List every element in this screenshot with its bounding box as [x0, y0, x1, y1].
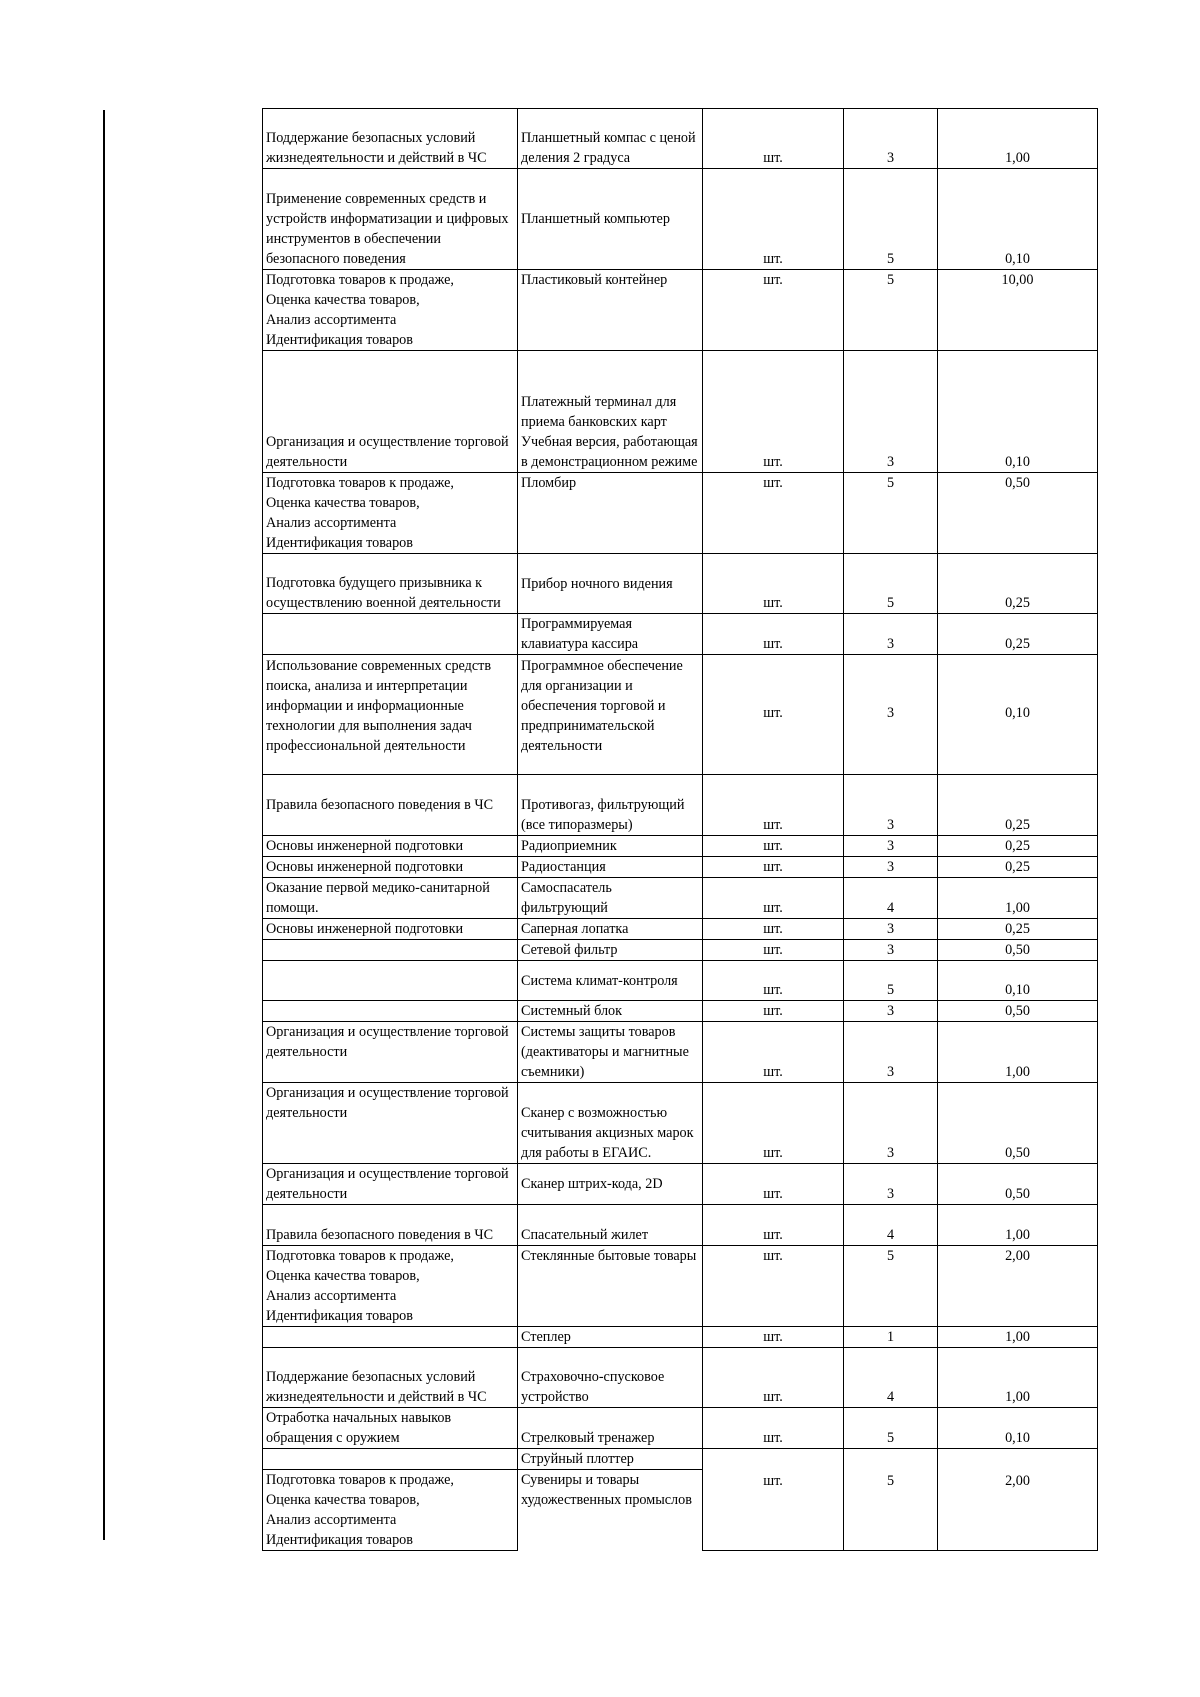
table-row [263, 1001, 1098, 1022]
table-row [263, 857, 1098, 878]
item-cell: Страховочно-спусковое устройство [518, 1348, 703, 1408]
coef-cell: 0,25 [938, 614, 1098, 655]
item-cell: Степлер [518, 1327, 703, 1348]
unit-cell: шт. [703, 857, 844, 878]
qty-cell: 3 [844, 1022, 938, 1083]
unit-cell: шт. [703, 614, 844, 655]
discipline-cell: Отработка начальных навыков обращения с оружием [263, 1408, 518, 1449]
discipline-cell: Подготовка товаров к продаже, Оценка качества товаров, Анализ ассортимента Идентификация товаров [263, 1470, 518, 1551]
item-cell: Радиоприемник [518, 836, 703, 857]
coef-cell: 0,50 [938, 1164, 1098, 1205]
qty-cell: 3 [844, 919, 938, 940]
qty-cell: 1 [844, 1327, 938, 1348]
coef-cell: 0,10 [938, 655, 1098, 775]
table-row [263, 1083, 1098, 1164]
unit-cell: шт. [703, 655, 844, 775]
qty-cell: 3 [844, 109, 938, 169]
discipline-cell [263, 1001, 518, 1022]
coef-cell: 0,50 [938, 940, 1098, 961]
table-row [263, 351, 1098, 473]
item-cell: Пластиковый контейнер [518, 270, 703, 351]
qty-cell: 5 [844, 270, 938, 351]
table-row [263, 169, 1098, 270]
item-cell: Сетевой фильтр [518, 940, 703, 961]
table-row [263, 775, 1098, 836]
item-cell: Стеклянные бытовые товары [518, 1246, 703, 1327]
qty-cell: 5 [844, 473, 938, 554]
qty-cell: 3 [844, 1083, 938, 1164]
unit-cell: шт. [703, 775, 844, 836]
coef-cell: 0,10 [938, 961, 1098, 1001]
discipline-cell: Основы инженерной подготовки [263, 836, 518, 857]
unit-cell: шт. [703, 109, 844, 169]
discipline-cell: Подготовка будущего призывника к осуществлению военной деятельности [263, 554, 518, 614]
discipline-cell: Организация и осуществление торговой деятельности [263, 1083, 518, 1164]
unit-cell: шт. [703, 1327, 844, 1348]
unit-cell: шт. [703, 919, 844, 940]
unit-cell: шт. [703, 554, 844, 614]
discipline-cell: Поддержание безопасных условий жизнедеятельности и действий в ЧС [263, 1348, 518, 1408]
discipline-cell: Правила безопасного поведения в ЧС [263, 775, 518, 836]
coef-cell: 0,10 [938, 1408, 1098, 1449]
equipment-table [262, 108, 1098, 1551]
coef-cell: 0,25 [938, 775, 1098, 836]
item-cell: Сканер с возможностью считывания акцизных марок для работы в ЕГАИС. [518, 1083, 703, 1164]
qty-cell: 5 [844, 1246, 938, 1327]
unit-cell: шт. [703, 1246, 844, 1327]
discipline-cell [263, 614, 518, 655]
discipline-cell: Организация и осуществление торговой деятельности [263, 1022, 518, 1083]
item-cell: Противогаз, фильтрующий (все типоразмеры) [518, 775, 703, 836]
item-cell: Планшетный компас с ценой деления 2 градуса [518, 109, 703, 169]
discipline-cell [263, 961, 518, 1001]
discipline-cell: Оказание первой медико-санитарной помощи. [263, 878, 518, 919]
unit-cell: шт. [703, 1164, 844, 1205]
table-row [263, 1449, 1098, 1470]
unit-cell: шт. [703, 169, 844, 270]
table-row [263, 655, 1098, 775]
unit-cell: шт. [703, 1348, 844, 1408]
item-cell: Системы защиты товаров (деактиваторы и магнитные съемники) [518, 1022, 703, 1083]
item-cell: Сувениры и товары художественных промыслов [518, 1470, 703, 1551]
table-row [263, 940, 1098, 961]
table-row [263, 1022, 1098, 1083]
coef-cell: 0,25 [938, 919, 1098, 940]
item-cell: Радиостанция [518, 857, 703, 878]
coef-cell: 1,00 [938, 109, 1098, 169]
table-row [263, 270, 1098, 351]
coef-cell: 1,00 [938, 1022, 1098, 1083]
discipline-cell: Подготовка товаров к продаже, Оценка качества товаров, Анализ ассортимента Идентификация товаров [263, 270, 518, 351]
discipline-cell: Правила безопасного поведения в ЧС [263, 1205, 518, 1246]
item-cell: Струйный плоттер [518, 1449, 703, 1470]
unit-cell: шт. [703, 878, 844, 919]
coef-cell: 1,00 [938, 1348, 1098, 1408]
item-cell: Стрелковый тренажер [518, 1408, 703, 1449]
table-row [263, 919, 1098, 940]
discipline-cell [263, 1327, 518, 1348]
table-row [263, 614, 1098, 655]
item-cell: Программное обеспечение для организации и обеспечения торговой и предпринимательской деятельности [518, 655, 703, 775]
item-cell: Системный блок [518, 1001, 703, 1022]
qty-cell: 5 [844, 961, 938, 1001]
coef-cell: 0,50 [938, 1001, 1098, 1022]
table-row [263, 836, 1098, 857]
discipline-cell: Подготовка товаров к продаже, Оценка качества товаров, Анализ ассортимента Идентификация товаров [263, 1246, 518, 1327]
unit-cell: шт. [703, 1001, 844, 1022]
unit-cell: шт. [703, 1205, 844, 1246]
item-cell: Система климат-контроля [518, 961, 703, 1001]
coef-cell: 0,50 [938, 473, 1098, 554]
discipline-cell: Использование современных средств поиска, анализа и интерпретации информации и информационные технологии для выполнения задач профессиональной деятельности [263, 655, 518, 775]
coef-cell: 0,25 [938, 554, 1098, 614]
discipline-cell: Основы инженерной подготовки [263, 857, 518, 878]
item-cell: Платежный терминал для приема банковских карт Учебная версия, работающая в демонстрационном режиме [518, 351, 703, 473]
discipline-cell [263, 940, 518, 961]
coef-cell: 0,25 [938, 836, 1098, 857]
qty-cell: 3 [844, 836, 938, 857]
unit-cell: шт. [703, 836, 844, 857]
qty-cell: 5 [844, 554, 938, 614]
unit-cell: шт. [703, 1449, 844, 1551]
item-cell: Пломбир [518, 473, 703, 554]
qty-cell: 3 [844, 614, 938, 655]
unit-cell: шт. [703, 940, 844, 961]
qty-cell: 3 [844, 940, 938, 961]
discipline-cell: Поддержание безопасных условий жизнедеятельности и действий в ЧС [263, 109, 518, 169]
qty-cell: 3 [844, 655, 938, 775]
qty-cell: 4 [844, 1348, 938, 1408]
discipline-cell: Применение современных средств и устройств информатизации и цифровых инструментов в обеспечении безопасного поведения [263, 169, 518, 270]
table-row [263, 109, 1098, 169]
table-row [263, 473, 1098, 554]
item-cell: Планшетный компьютер [518, 169, 703, 270]
qty-cell: 5 [844, 1449, 938, 1551]
discipline-cell: Основы инженерной подготовки [263, 919, 518, 940]
qty-cell: 3 [844, 1164, 938, 1205]
left-margin-rule [103, 110, 105, 1540]
item-cell: Саперная лопатка [518, 919, 703, 940]
table-row [263, 1164, 1098, 1205]
table-row [263, 1327, 1098, 1348]
discipline-cell [263, 1449, 518, 1470]
table-row [263, 554, 1098, 614]
qty-cell: 3 [844, 1001, 938, 1022]
qty-cell: 3 [844, 857, 938, 878]
coef-cell: 0,10 [938, 351, 1098, 473]
unit-cell: шт. [703, 961, 844, 1001]
qty-cell: 4 [844, 1205, 938, 1246]
unit-cell: шт. [703, 1083, 844, 1164]
table-row [263, 1205, 1098, 1246]
coef-cell: 10,00 [938, 270, 1098, 351]
item-cell: Спасательный жилет [518, 1205, 703, 1246]
table-row [263, 1246, 1098, 1327]
coef-cell: 2,00 [938, 1246, 1098, 1327]
qty-cell: 3 [844, 351, 938, 473]
qty-cell: 5 [844, 1408, 938, 1449]
table-row [263, 1408, 1098, 1449]
coef-cell: 2,00 [938, 1449, 1098, 1551]
item-cell: Программируемая клавиатура кассира [518, 614, 703, 655]
qty-cell: 4 [844, 878, 938, 919]
unit-cell: шт. [703, 270, 844, 351]
item-cell: Прибор ночного видения [518, 554, 703, 614]
coef-cell: 0,25 [938, 857, 1098, 878]
unit-cell: шт. [703, 351, 844, 473]
qty-cell: 5 [844, 169, 938, 270]
coef-cell: 1,00 [938, 1205, 1098, 1246]
qty-cell: 3 [844, 775, 938, 836]
discipline-cell: Подготовка товаров к продаже, Оценка качества товаров, Анализ ассортимента Идентификация товаров [263, 473, 518, 554]
item-cell: Сканер штрих-кода, 2D [518, 1164, 703, 1205]
unit-cell: шт. [703, 1408, 844, 1449]
coef-cell: 1,00 [938, 878, 1098, 919]
coef-cell: 0,10 [938, 169, 1098, 270]
table-row [263, 961, 1098, 1001]
unit-cell: шт. [703, 1022, 844, 1083]
discipline-cell: Организация и осуществление торговой деятельности [263, 1164, 518, 1205]
unit-cell: шт. [703, 473, 844, 554]
item-cell: Самоспасатель фильтрующий [518, 878, 703, 919]
table-row [263, 1348, 1098, 1408]
coef-cell: 0,50 [938, 1083, 1098, 1164]
table-row [263, 878, 1098, 919]
discipline-cell: Организация и осуществление торговой деятельности [263, 351, 518, 473]
coef-cell: 1,00 [938, 1327, 1098, 1348]
